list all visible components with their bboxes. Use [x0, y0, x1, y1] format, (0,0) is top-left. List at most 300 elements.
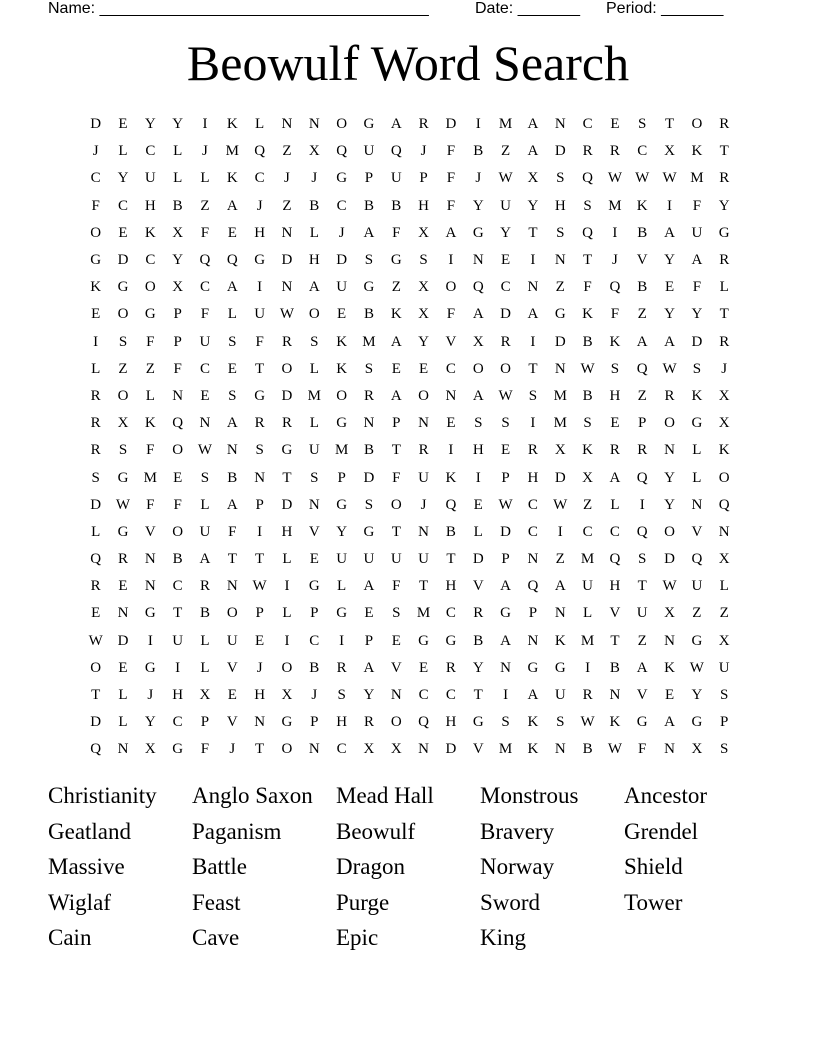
grid-letter[interactable]: R: [363, 387, 374, 404]
grid-letter[interactable]: J: [420, 143, 427, 160]
grid-letter[interactable]: A: [226, 496, 238, 513]
grid-letter[interactable]: G: [336, 496, 348, 513]
grid-letter[interactable]: U: [418, 469, 430, 486]
grid-letter[interactable]: N: [281, 224, 293, 241]
grid-letter[interactable]: I: [612, 224, 618, 241]
grid-letter[interactable]: Z: [200, 197, 210, 214]
grid-letter[interactable]: O: [718, 469, 730, 486]
grid-letter[interactable]: O: [664, 415, 675, 432]
grid-letter[interactable]: J: [311, 170, 318, 187]
grid-letter[interactable]: F: [200, 306, 210, 323]
grid-letter[interactable]: I: [175, 659, 181, 676]
grid-letter[interactable]: X: [718, 632, 730, 649]
grid-letter[interactable]: O: [226, 605, 238, 622]
grid-letter[interactable]: T: [473, 687, 483, 704]
grid-letter[interactable]: A: [527, 143, 539, 160]
grid-letter[interactable]: N: [554, 360, 566, 377]
grid-letter[interactable]: S: [228, 387, 237, 404]
grid-letter[interactable]: B: [363, 442, 374, 459]
grid-letter[interactable]: D: [363, 469, 375, 486]
grid-letter[interactable]: Q: [390, 143, 402, 160]
grid-letter[interactable]: L: [309, 224, 319, 241]
grid-letter[interactable]: L: [118, 714, 128, 731]
grid-letter[interactable]: H: [172, 687, 184, 704]
grid-letter[interactable]: R: [500, 333, 511, 350]
grid-letter[interactable]: T: [255, 551, 265, 568]
grid-letter[interactable]: X: [281, 687, 293, 704]
grid-letter[interactable]: G: [691, 415, 703, 432]
grid-letter[interactable]: N: [418, 741, 430, 758]
grid-letter[interactable]: P: [255, 605, 264, 622]
grid-letter[interactable]: H: [418, 197, 430, 214]
grid-letter[interactable]: N: [308, 496, 320, 513]
grid-letter[interactable]: E: [610, 415, 620, 432]
grid-letter[interactable]: D: [90, 116, 102, 133]
grid-letter[interactable]: H: [308, 252, 320, 269]
grid-letter[interactable]: Z: [719, 605, 729, 622]
grid-letter[interactable]: W: [580, 360, 595, 377]
grid-letter[interactable]: S: [556, 170, 565, 187]
grid-letter[interactable]: W: [689, 659, 704, 676]
grid-letter[interactable]: G: [718, 224, 730, 241]
grid-letter[interactable]: E: [118, 224, 128, 241]
grid-letter[interactable]: Y: [527, 197, 539, 214]
grid-letter[interactable]: R: [719, 116, 730, 133]
grid-letter[interactable]: F: [446, 306, 456, 323]
grid-letter[interactable]: N: [664, 741, 675, 758]
grid-letter[interactable]: W: [662, 360, 677, 377]
grid-letter[interactable]: D: [90, 496, 102, 513]
grid-letter[interactable]: F: [446, 197, 456, 214]
grid-letter[interactable]: U: [172, 632, 184, 649]
grid-letter[interactable]: W: [607, 170, 622, 187]
grid-letter[interactable]: L: [282, 551, 292, 568]
grid-letter[interactable]: E: [391, 632, 401, 649]
grid-letter[interactable]: B: [582, 387, 593, 404]
grid-letter[interactable]: U: [336, 279, 348, 296]
grid-letter[interactable]: E: [118, 116, 128, 133]
grid-letter[interactable]: N: [418, 415, 430, 432]
grid-letter[interactable]: A: [308, 279, 320, 296]
grid-letter[interactable]: S: [419, 252, 428, 269]
grid-letter[interactable]: A: [363, 578, 375, 595]
grid-letter[interactable]: O: [117, 387, 129, 404]
grid-letter[interactable]: Q: [90, 741, 102, 758]
grid-letter[interactable]: X: [308, 143, 320, 160]
grid-letter[interactable]: U: [554, 687, 566, 704]
grid-letter[interactable]: I: [284, 578, 290, 595]
grid-letter[interactable]: T: [528, 360, 538, 377]
grid-letter[interactable]: G: [281, 714, 293, 731]
grid-letter[interactable]: D: [500, 523, 511, 540]
grid-letter[interactable]: A: [445, 224, 457, 241]
grid-letter[interactable]: A: [609, 469, 621, 486]
grid-letter[interactable]: B: [199, 605, 210, 622]
grid-letter[interactable]: B: [172, 551, 183, 568]
grid-letter[interactable]: B: [227, 469, 238, 486]
grid-letter[interactable]: D: [90, 714, 102, 731]
grid-letter[interactable]: H: [609, 387, 621, 404]
grid-letter[interactable]: F: [692, 197, 702, 214]
grid-letter[interactable]: N: [281, 279, 293, 296]
grid-letter[interactable]: H: [445, 578, 457, 595]
grid-letter[interactable]: Z: [282, 143, 292, 160]
grid-letter[interactable]: D: [336, 252, 348, 269]
grid-letter[interactable]: N: [144, 578, 156, 595]
grid-letter[interactable]: L: [719, 279, 729, 296]
grid-letter[interactable]: S: [501, 714, 510, 731]
grid-letter[interactable]: P: [337, 469, 346, 486]
grid-letter[interactable]: E: [364, 605, 374, 622]
grid-letter[interactable]: P: [364, 632, 374, 649]
grid-letter[interactable]: E: [91, 605, 101, 622]
grid-letter[interactable]: I: [475, 469, 481, 486]
grid-letter[interactable]: G: [363, 116, 375, 133]
grid-letter[interactable]: D: [554, 143, 566, 160]
grid-letter[interactable]: G: [90, 252, 102, 269]
grid-letter[interactable]: Y: [336, 523, 348, 540]
grid-letter[interactable]: T: [582, 252, 593, 269]
grid-letter[interactable]: R: [473, 605, 484, 622]
grid-letter[interactable]: E: [309, 551, 319, 568]
grid-letter[interactable]: F: [146, 333, 155, 350]
grid-letter[interactable]: F: [173, 360, 182, 377]
grid-letter[interactable]: B: [309, 659, 320, 676]
grid-letter[interactable]: B: [637, 279, 648, 296]
grid-letter[interactable]: G: [281, 442, 293, 459]
grid-letter[interactable]: O: [281, 659, 293, 676]
grid-letter[interactable]: X: [172, 224, 184, 241]
grid-letter[interactable]: B: [391, 197, 402, 214]
grid-letter[interactable]: Q: [718, 496, 730, 513]
grid-letter[interactable]: O: [390, 496, 402, 513]
grid-letter[interactable]: F: [146, 496, 155, 513]
grid-letter[interactable]: O: [472, 360, 484, 377]
grid-letter[interactable]: C: [609, 523, 620, 540]
grid-letter[interactable]: M: [498, 741, 513, 758]
grid-letter[interactable]: Q: [582, 224, 593, 241]
grid-letter[interactable]: H: [254, 687, 266, 704]
grid-letter[interactable]: W: [580, 714, 595, 731]
grid-letter[interactable]: T: [637, 578, 647, 595]
grid-letter[interactable]: I: [585, 659, 591, 676]
grid-letter[interactable]: F: [200, 224, 210, 241]
grid-letter[interactable]: E: [610, 116, 620, 133]
grid-letter[interactable]: W: [553, 496, 568, 513]
grid-letter[interactable]: X: [472, 333, 484, 350]
grid-letter[interactable]: N: [500, 659, 511, 676]
grid-letter[interactable]: J: [92, 143, 99, 160]
grid-letter[interactable]: R: [90, 387, 101, 404]
grid-letter[interactable]: D: [117, 252, 129, 269]
grid-letter[interactable]: L: [692, 442, 702, 459]
grid-letter[interactable]: S: [392, 605, 401, 622]
grid-letter[interactable]: U: [363, 551, 375, 568]
grid-letter[interactable]: X: [418, 306, 430, 323]
grid-letter[interactable]: P: [255, 496, 264, 513]
grid-letter[interactable]: D: [445, 116, 457, 133]
grid-letter[interactable]: V: [472, 741, 484, 758]
grid-letter[interactable]: J: [284, 170, 290, 187]
grid-letter[interactable]: V: [636, 252, 648, 269]
grid-letter[interactable]: J: [311, 687, 318, 704]
grid-letter[interactable]: A: [363, 224, 375, 241]
grid-letter[interactable]: T: [391, 442, 401, 459]
grid-letter[interactable]: J: [256, 659, 263, 676]
period-field[interactable]: Period: _______: [606, 0, 724, 17]
grid-letter[interactable]: N: [718, 523, 730, 540]
grid-letter[interactable]: E: [473, 496, 483, 513]
grid-letter[interactable]: F: [446, 170, 456, 187]
grid-letter[interactable]: N: [554, 252, 566, 269]
grid-letter[interactable]: Q: [172, 415, 184, 432]
grid-letter[interactable]: Q: [254, 143, 266, 160]
grid-letter[interactable]: O: [172, 523, 184, 540]
grid-letter[interactable]: M: [307, 387, 321, 404]
grid-letter[interactable]: Z: [501, 143, 511, 160]
grid-letter[interactable]: Y: [691, 306, 703, 323]
grid-letter[interactable]: G: [500, 605, 511, 622]
grid-letter[interactable]: N: [254, 714, 266, 731]
grid-letter[interactable]: K: [144, 224, 156, 241]
grid-letter[interactable]: G: [172, 741, 184, 758]
grid-letter[interactable]: Z: [637, 306, 647, 323]
grid-letter[interactable]: G: [472, 224, 484, 241]
grid-letter[interactable]: X: [117, 415, 129, 432]
grid-letter[interactable]: G: [336, 170, 348, 187]
grid-letter[interactable]: H: [554, 197, 566, 214]
grid-letter[interactable]: K: [609, 333, 621, 350]
grid-letter[interactable]: R: [609, 442, 620, 459]
grid-letter[interactable]: O: [144, 279, 156, 296]
grid-letter[interactable]: N: [117, 741, 129, 758]
grid-letter[interactable]: N: [117, 605, 129, 622]
grid-letter[interactable]: P: [200, 714, 210, 731]
grid-letter[interactable]: C: [309, 632, 320, 649]
grid-letter[interactable]: N: [172, 387, 184, 404]
grid-letter[interactable]: N: [254, 469, 266, 486]
grid-letter[interactable]: R: [254, 415, 265, 432]
grid-letter[interactable]: A: [527, 306, 539, 323]
grid-letter[interactable]: L: [309, 360, 319, 377]
grid-letter[interactable]: F: [638, 741, 647, 758]
grid-letter[interactable]: Q: [445, 496, 457, 513]
grid-letter[interactable]: C: [90, 170, 101, 187]
grid-letter[interactable]: R: [719, 333, 730, 350]
grid-letter[interactable]: I: [202, 116, 208, 133]
grid-letter[interactable]: B: [309, 197, 320, 214]
grid-letter[interactable]: C: [527, 523, 538, 540]
grid-letter[interactable]: A: [664, 333, 675, 350]
grid-letter[interactable]: E: [118, 659, 128, 676]
grid-letter[interactable]: P: [501, 551, 510, 568]
grid-letter[interactable]: N: [527, 551, 539, 568]
grid-letter[interactable]: O: [90, 224, 102, 241]
grid-letter[interactable]: G: [472, 714, 484, 731]
grid-letter[interactable]: L: [582, 605, 593, 622]
grid-letter[interactable]: L: [91, 523, 101, 540]
grid-letter[interactable]: N: [445, 387, 457, 404]
grid-letter[interactable]: V: [226, 714, 238, 731]
grid-letter[interactable]: Y: [664, 306, 675, 323]
grid-letter[interactable]: L: [200, 170, 210, 187]
grid-letter[interactable]: X: [664, 605, 675, 622]
grid-letter[interactable]: B: [609, 659, 620, 676]
grid-letter[interactable]: W: [252, 578, 267, 595]
grid-letter[interactable]: G: [445, 632, 457, 649]
grid-letter[interactable]: C: [445, 605, 456, 622]
grid-letter[interactable]: E: [391, 360, 401, 377]
grid-letter[interactable]: M: [225, 143, 239, 160]
grid-letter[interactable]: I: [530, 415, 536, 432]
grid-letter[interactable]: K: [226, 116, 238, 133]
grid-letter[interactable]: T: [91, 687, 101, 704]
grid-letter[interactable]: D: [500, 306, 511, 323]
grid-letter[interactable]: O: [664, 523, 675, 540]
grid-letter[interactable]: T: [719, 306, 729, 323]
grid-letter[interactable]: D: [117, 632, 129, 649]
grid-letter[interactable]: C: [582, 523, 593, 540]
grid-letter[interactable]: U: [254, 306, 266, 323]
grid-letter[interactable]: Z: [692, 605, 702, 622]
grid-letter[interactable]: Y: [172, 252, 184, 269]
grid-letter[interactable]: S: [720, 687, 729, 704]
grid-letter[interactable]: R: [637, 442, 648, 459]
grid-letter[interactable]: P: [173, 333, 182, 350]
grid-letter[interactable]: F: [173, 496, 182, 513]
grid-letter[interactable]: K: [527, 714, 539, 731]
grid-letter[interactable]: S: [364, 496, 374, 513]
grid-letter[interactable]: I: [257, 279, 263, 296]
grid-letter[interactable]: Z: [145, 360, 155, 377]
grid-letter[interactable]: E: [664, 687, 675, 704]
grid-letter[interactable]: Y: [117, 170, 129, 187]
grid-letter[interactable]: H: [472, 442, 484, 459]
grid-letter[interactable]: O: [691, 116, 703, 133]
grid-letter[interactable]: R: [609, 143, 620, 160]
grid-letter[interactable]: Z: [555, 279, 565, 296]
grid-letter[interactable]: J: [229, 741, 236, 758]
grid-letter[interactable]: Q: [199, 252, 211, 269]
grid-letter[interactable]: X: [418, 279, 430, 296]
grid-letter[interactable]: I: [503, 687, 509, 704]
grid-letter[interactable]: A: [472, 387, 484, 404]
grid-letter[interactable]: P: [310, 605, 319, 622]
grid-letter[interactable]: C: [172, 578, 183, 595]
grid-letter[interactable]: A: [636, 333, 648, 350]
grid-letter[interactable]: O: [418, 387, 430, 404]
grid-letter[interactable]: O: [500, 360, 511, 377]
grid-letter[interactable]: R: [117, 551, 128, 568]
grid-letter[interactable]: T: [528, 224, 538, 241]
grid-letter[interactable]: F: [146, 442, 155, 459]
grid-letter[interactable]: H: [144, 197, 156, 214]
grid-letter[interactable]: Q: [609, 551, 621, 568]
grid-letter[interactable]: T: [255, 741, 265, 758]
grid-letter[interactable]: Z: [582, 496, 593, 513]
grid-letter[interactable]: A: [527, 687, 539, 704]
grid-letter[interactable]: T: [719, 143, 729, 160]
grid-letter[interactable]: U: [418, 551, 430, 568]
grid-letter[interactable]: R: [418, 116, 429, 133]
grid-letter[interactable]: X: [718, 415, 730, 432]
grid-letter[interactable]: N: [527, 279, 539, 296]
grid-letter[interactable]: G: [254, 252, 266, 269]
grid-letter[interactable]: Y: [172, 116, 184, 133]
grid-letter[interactable]: F: [392, 224, 401, 241]
grid-letter[interactable]: S: [556, 224, 565, 241]
grid-letter[interactable]: N: [664, 632, 675, 649]
grid-letter[interactable]: J: [256, 197, 263, 214]
grid-letter[interactable]: S: [310, 469, 319, 486]
grid-letter[interactable]: H: [336, 714, 348, 731]
grid-letter[interactable]: R: [90, 578, 101, 595]
grid-letter[interactable]: K: [691, 387, 703, 404]
grid-letter[interactable]: E: [501, 252, 511, 269]
grid-letter[interactable]: I: [147, 632, 153, 649]
grid-letter[interactable]: Q: [636, 360, 648, 377]
grid-letter[interactable]: N: [691, 496, 703, 513]
grid-letter[interactable]: P: [419, 170, 428, 187]
grid-letter[interactable]: M: [608, 197, 622, 214]
grid-letter[interactable]: L: [473, 523, 483, 540]
grid-letter[interactable]: L: [692, 469, 702, 486]
grid-letter[interactable]: G: [254, 387, 266, 404]
grid-letter[interactable]: M: [580, 551, 595, 568]
grid-letter[interactable]: F: [200, 741, 210, 758]
grid-letter[interactable]: X: [718, 387, 730, 404]
grid-letter[interactable]: X: [527, 170, 539, 187]
grid-letter[interactable]: Q: [336, 143, 348, 160]
grid-letter[interactable]: L: [118, 687, 128, 704]
grid-letter[interactable]: M: [553, 415, 567, 432]
grid-letter[interactable]: P: [638, 415, 647, 432]
grid-letter[interactable]: P: [310, 714, 319, 731]
grid-letter[interactable]: J: [338, 224, 345, 241]
grid-letter[interactable]: N: [554, 116, 566, 133]
grid-letter[interactable]: Z: [282, 197, 292, 214]
date-field[interactable]: Date: _______: [475, 0, 580, 17]
grid-letter[interactable]: U: [226, 632, 238, 649]
grid-letter[interactable]: X: [664, 143, 675, 160]
grid-letter[interactable]: N: [363, 415, 375, 432]
grid-letter[interactable]: S: [638, 551, 647, 568]
grid-letter[interactable]: S: [692, 360, 702, 377]
grid-letter[interactable]: Z: [637, 632, 647, 649]
grid-letter[interactable]: E: [227, 687, 237, 704]
grid-letter[interactable]: K: [582, 442, 593, 459]
grid-letter[interactable]: C: [527, 496, 538, 513]
grid-letter[interactable]: Y: [363, 687, 375, 704]
grid-letter[interactable]: V: [636, 687, 648, 704]
grid-letter[interactable]: V: [226, 659, 238, 676]
grid-letter[interactable]: I: [667, 197, 673, 214]
grid-letter[interactable]: I: [530, 252, 536, 269]
grid-letter[interactable]: D: [554, 333, 566, 350]
grid-letter[interactable]: C: [145, 252, 156, 269]
grid-letter[interactable]: A: [500, 578, 511, 595]
grid-letter[interactable]: T: [446, 551, 456, 568]
grid-letter[interactable]: Q: [609, 279, 621, 296]
grid-letter[interactable]: L: [200, 632, 210, 649]
grid-letter[interactable]: B: [445, 523, 456, 540]
grid-letter[interactable]: E: [255, 632, 265, 649]
grid-letter[interactable]: E: [664, 279, 675, 296]
grid-letter[interactable]: E: [200, 387, 210, 404]
grid-letter[interactable]: G: [336, 415, 348, 432]
grid-letter[interactable]: L: [91, 360, 101, 377]
grid-letter[interactable]: C: [418, 687, 429, 704]
